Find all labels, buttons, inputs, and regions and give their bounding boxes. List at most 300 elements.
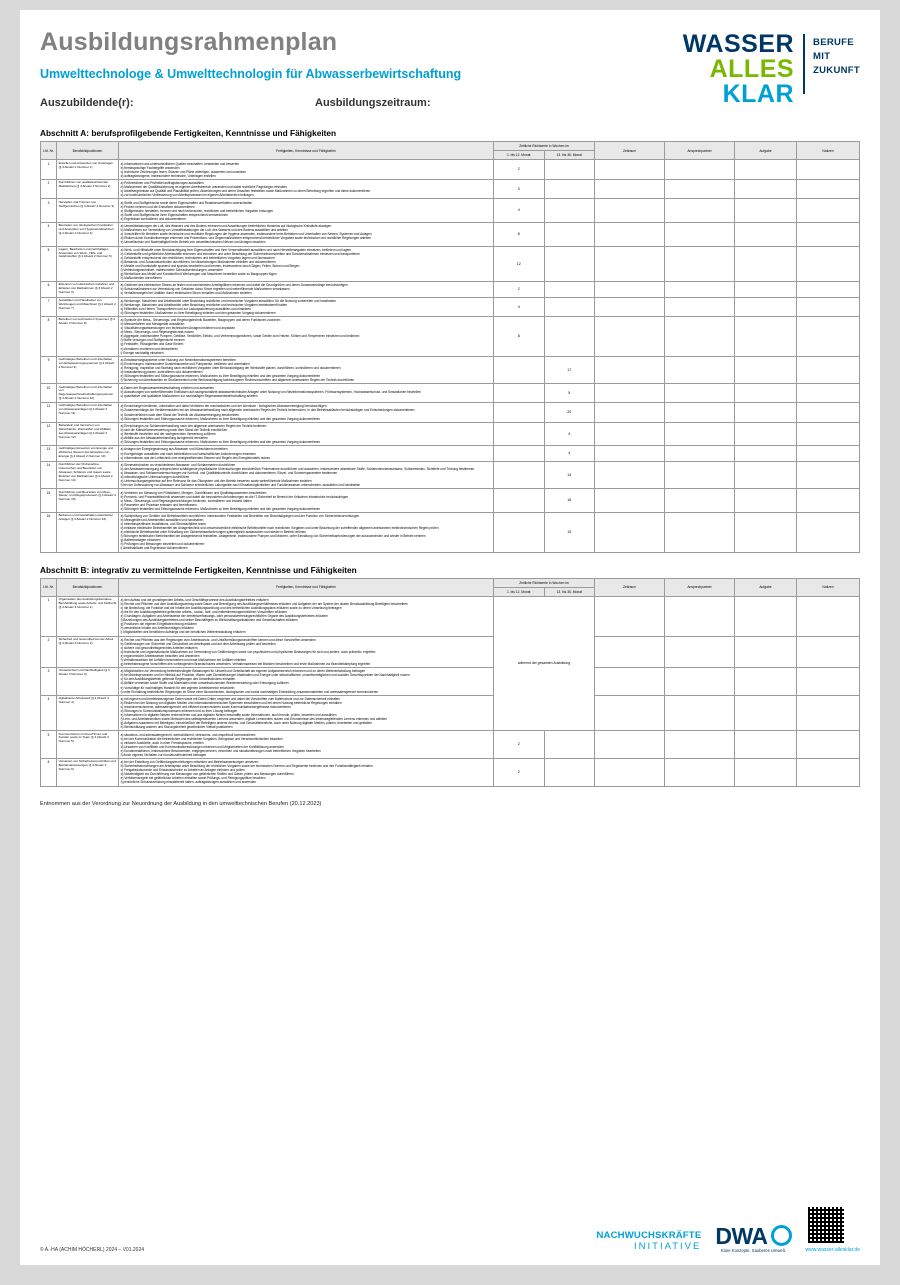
cell-ansprechpartner — [665, 179, 735, 199]
skill-item: d) Abfälle vermeiden sowie Stoffe und Materialien einer umweltschonenden Wiederverwertung oder Entsorgung zuführen — [120, 681, 289, 686]
row-position: Erkennen von elektrischen Gefahren und Einleiten von Maßnahmen (§ 4 Absatz 2 Nummer 6) — [57, 282, 119, 297]
skill-item: b) der Abwasserentsorgung entsprechend schädigende physikalische Untersuchungen einschließlich Probenahme durchführen und auswerten, insbesondere absetzbare Stoffe, Schlammtrockensubstanz, Schlammindex, Sichttiefe und Trübung bestimmen — [120, 466, 475, 471]
skill-item: d) Störungen feststellen und Störungsursache erkennen, Maßnahmen zu ihrer Beseitigung einleiten und den gesamten Vorgang dokumentieren — [120, 416, 321, 421]
row-skills — [119, 222, 494, 246]
skill-item: e) Ergebnisse kontrollieren und dokumentieren — [120, 216, 186, 221]
skill-item: a) Werkzeuge, Maschinen und Arbeitsmittel unter Beachtung rechtlicher und technischer Vorgaben auswählen, für die Nutzung vorbereiten und handhaben — [120, 298, 336, 303]
field-period-label: Ausbildungszeitraum: — [315, 97, 431, 109]
skill-item: c) quantitative und qualitative Maßnahmen zur nachhaltigen Regenwasserbewirtschaftung anleiten — [120, 393, 258, 398]
weeks-1-12: 4 — [494, 297, 545, 317]
skill-item: a) bei der Erstellung von Gefährdungsbeurteilungen mitwirken und Betriebsanweisungen umsetzen — [120, 760, 259, 765]
skill-item: g) Werkstücke aus Metall und Kunststoff mit Werkzeugen und Maschinen herstellen sowie zu Baugruppen fügen — [120, 271, 277, 276]
row-position: Lagern, Bearbeiten und nachhaltiges Anwenden von Werk-, Hilfs- und Gefahrstoffen (§ 4 Absatz 2 Nummer 5) — [57, 246, 119, 282]
col-zeitraum: Zeitraum — [595, 142, 665, 160]
section-b-caption: Abschnitt B: integrativ zu vermittelnde Fertigkeiten, Kenntnisse und Fähigkeiten — [40, 564, 357, 575]
cell-aufgabe — [735, 636, 797, 668]
table-row — [41, 246, 860, 282]
cell-aufgabe — [735, 489, 797, 513]
cell-zeitraum — [595, 512, 665, 552]
cell-notizen — [797, 179, 860, 199]
weeks-13-36 — [544, 199, 595, 223]
row-position: Bedienen und Instandhalten elektrischer Anlagen (§ 4 Absatz 2 Nummer 16) — [57, 512, 119, 552]
cell-notizen — [797, 422, 860, 446]
cell-notizen — [797, 461, 860, 489]
row-skills — [119, 422, 494, 446]
skill-item: a) Möglichkeiten zur Vermeidung betriebsbedingter Belastungen für Umwelt und Gesellschaft am eigenen Aufgabenbereich erkennen und zu deren Weiterentwicklung beitragen — [120, 669, 366, 674]
table-row — [41, 160, 860, 180]
skill-item: b) Rechte und Pflichten aus dem Ausbildungsvertrag sowie Dauer und Beendigung des Ausbildungsverhältnisses erläutern und Aufgaben der am System der dualen Berufsausbildung Beteiligten beschreiben — [120, 602, 408, 607]
skill-item: b) fremdsprachige Fachbegriffe anwenden — [120, 165, 180, 170]
skill-item: g) Feststoffe, Flüssigkeiten und Gase fördern — [120, 342, 184, 347]
row-skills — [119, 246, 494, 282]
weeks-13-36 — [544, 222, 595, 246]
skill-item: a) Prüfverfahren und Prüfmittel auftragsbezogen auswählen — [120, 181, 204, 186]
skill-item: a) Sichtprüfung von Geräten und Betriebsmitteln durchführen, insbesondere Feststellen und Beurteilen von Beschädigungen und der Funktion von Sicherheitsvorrichtungen — [120, 514, 360, 519]
cell-aufgabe — [735, 668, 797, 696]
row-skills — [119, 695, 494, 731]
cell-notizen — [797, 356, 860, 384]
cell-ansprechpartner — [665, 246, 735, 282]
weeks-13-36 — [544, 297, 595, 317]
skill-item: c) Reinigung, Inspektion und Wartung nach rechtlichen Vorgaben unter Berücksichtigung der Werkstoffe planen, durchführen, kontrollieren und dokumentieren — [120, 366, 341, 370]
weeks-13-36: 19 — [544, 512, 595, 552]
dwa-tagline: Klare Konzepte. Sauberes Umwelt. — [720, 1248, 787, 1253]
row-number: 1 — [41, 596, 57, 636]
cell-aufgabe — [735, 179, 797, 199]
row-number: 3 — [41, 199, 57, 223]
row-position: Durchführen und Beurteilen von Mess-, Steuer- und Regelprozessen (§ 4 Absatz 2 Nummer 15) — [57, 489, 119, 513]
skill-item: h) Maßkontrollen durchführen — [120, 275, 162, 280]
cell-zeitraum — [595, 222, 665, 246]
cell-notizen — [797, 512, 860, 552]
skill-item: b) bei der Kommunikation die betrieblichen und rechtlichen Vorgaben, Befugnisse und Verantwortlichkeiten beachten — [120, 736, 283, 741]
weeks-13-36: 4 — [544, 422, 595, 446]
skill-item: a) Sinneseindrucken an verschiedenen Abwasser- und Schlammarten durchführen — [120, 462, 236, 467]
skill-item: c) Informationen aus der Leittechnik zum energieeffizienten Steuern und Regeln des Energiebedarfs nutzen — [120, 455, 271, 460]
col-ansprechpartner: Ansprechpartner — [665, 142, 735, 160]
skill-item: g) Aufgaben zusammen mit Beteiligten, einschließlich der Beteiligten anderer Arbeits- und Geschäftsbereiche, auch unter Nutzung digitaler Medien, planen, bearbeiten und gestalten — [120, 721, 372, 726]
col-aufgabe: Aufgabe — [735, 578, 797, 596]
weeks-1-12: 2 — [494, 731, 545, 759]
col-ansprechpartner: Ansprechpartner — [665, 578, 735, 596]
skill-item: d) einfache elektrische Betriebsmittel der Anlagentechnik und ortsveränderliche elektrische Betriebsmittel nach rechtlichen Vorgaben und unter Beachtung der zutreffenden allgemein anerkannten elektrotechnischen Regeln prüfen — [120, 526, 439, 531]
skill-item: c) Arbeitsergebnisse auf Qualität und Plausibilität prüfen, Abweichungen und deren Ursachen feststellen sowie Maßnahmen zu deren Behebung ergreifen und diese dokumentieren — [120, 189, 371, 194]
row-number: 12 — [41, 422, 57, 446]
row-skills — [119, 512, 494, 552]
cell-aufgabe — [735, 317, 797, 357]
skill-item: b) Maßnahmen zur Vermeidung von Umweltbelastungen der Luft, des Wassers und des Bodens auswählen und anleiten — [120, 228, 288, 233]
skill-item: c) Mess-, Steuerungs- und Regelungseinrichtungen bedienen, kontrollieren und instand halten — [120, 498, 252, 503]
skill-item: b) Gefährdungen von Sicherheit und Gesundheit am Arbeitsplatz und auf dem Arbeitsweg prüfen und beurteilen — [120, 641, 276, 646]
skill-item: b) Messgeräte und Arbeitsmittel auswählen und handhaben — [120, 518, 204, 523]
col-month-1-12: 1. bis 12. Monat — [494, 587, 545, 596]
cell-aufgabe — [735, 222, 797, 246]
weeks-1-12: 2 — [494, 758, 545, 786]
cell-ansprechpartner — [665, 446, 735, 461]
weeks-13-36: 20 — [544, 403, 595, 423]
skill-item: b) Zusammenhänge der Verfahrensstufen bei der Abwasserbehandlung nach allgemein anerkannter Regeln der Technik beherrschen, in den Betriebsabläufen berücksichtigen und Entscheidungen dokumentieren — [120, 408, 415, 413]
row-skills — [119, 403, 494, 423]
col-nr: Lfd. Nr. — [41, 578, 57, 596]
skill-item: d) Ursachen von Konflikten und Kommunikationsstörungen erkennen und Möglichkeiten der Konfliktlösung anwenden — [120, 744, 284, 749]
weeks-1-12 — [494, 489, 545, 513]
skill-item: a) Einrichtungen bedienen, unterhalten und dabei Verfahren der mechanischen und der chemisch - biologischen Abwasserreinigung berücksichtigen — [120, 404, 327, 409]
skill-item: d) Bestands- und Zustandskontrollen durchführen, bei Abweichungen Maßnahmen einleiten und dokumentieren — [120, 259, 276, 264]
skill-item: b) Schutzmaßnahmen zur Vermeidung von Gefahren durch Strom ergreifen und weiterführende Maßnahmen veranlassen — [120, 287, 290, 292]
cell-ansprechpartner — [665, 317, 735, 357]
skill-item: b) Energieträger auswählen und nach betrieblichen und wirtschaftlichen Anforderungen einsetzen — [120, 451, 256, 456]
col-aufgabe: Aufgabe — [735, 142, 797, 160]
cell-ansprechpartner — [665, 199, 735, 223]
skill-item: f) persönliche Schutzausrüstung einsatzbereit halten, auftragsbezogen auswählen und anwenden — [120, 780, 257, 785]
skill-item: a) Stoffe und Stoffgemische sowie deren Eigenschaften und Reaktionsverhalten unterscheiden — [120, 200, 253, 205]
cell-zeitraum — [595, 596, 665, 636]
document-page — [20, 10, 880, 1265]
col-pos: Berufsbildpositionen — [57, 578, 119, 596]
cell-aufgabe — [735, 512, 797, 552]
table-row — [41, 695, 860, 731]
cell-zeitraum — [595, 282, 665, 297]
cell-zeitraum — [595, 446, 665, 461]
skill-item: d) Notwendigkeit zur Durchführung von Messungen von gefährlichen Stoffen und Gasen prüfen und Messungen durchführen — [120, 772, 294, 777]
skill-item: c) für den Ausbildungsbetrieb geltende Regelungen des Umweltschutzes einhalten — [120, 677, 236, 682]
table-row — [41, 384, 860, 403]
skill-item: c) betriebsspezifische Installations- und Stromlaufpläne lesen — [120, 522, 206, 527]
cell-aufgabe — [735, 384, 797, 403]
skill-item: d) Risiken durch Krankheitserreger erkennen und Präventions- und Gegenmaßnahmen entsprechend betrieblicher Vorgaben sowie technischer und rechtlicher Regelungen anleiten — [120, 236, 371, 241]
page-title: Ausbildungsrahmenplan — [40, 28, 338, 56]
col-time-group: Zeitliche Richtwerte in Wochen im — [494, 142, 595, 151]
cell-aufgabe — [735, 461, 797, 489]
cell-zeitraum — [595, 297, 665, 317]
weeks-1-12 — [494, 446, 545, 461]
cell-ansprechpartner — [665, 695, 735, 731]
skill-item: c) Stoffgemische herstellen, trennen und nach technischen, rechtlichen und betrieblichen Vorgaben entsorgen — [120, 208, 274, 213]
skill-item: f) Sicherung von Arbeitsstellen im Straßenbereich unter Berücksichtigung fachbezogener Rechtsvorschriften und allgemein anerkannter Regeln der Technik durchführen — [120, 378, 355, 383]
cell-ansprechpartner — [665, 422, 735, 446]
cell-aufgabe — [735, 446, 797, 461]
table-row — [41, 179, 860, 199]
weeks-1-12 — [494, 512, 545, 552]
skill-item: f) durch eigenes Verhalten zur Kundenzufriedenheit beitragen — [120, 752, 207, 757]
weeks-1-12: 8 — [494, 222, 545, 246]
weeks-13-36: 5 — [544, 384, 595, 403]
skill-item: d) mikrobiologische Untersuchungen durchführen — [120, 475, 190, 480]
cell-zeitraum — [595, 758, 665, 786]
row-number: 14 — [41, 461, 57, 489]
cell-notizen — [797, 731, 860, 759]
weeks-13-36: 14 — [544, 461, 595, 489]
skill-item: f) Verbindungstechniken, insbesondere Schraubverbindungen, anwenden — [120, 267, 223, 272]
cell-aufgabe — [735, 246, 797, 282]
skill-item: a) situations- und adressatengerecht, wertschätzend, vertrauens- und respektvoll kommunizieren — [120, 732, 256, 737]
skill-item: e) Störungen feststellen und Störungsursache erkennen, Maßnahmen zu ihrer Beseitigung einleiten und den gesamten Vorgang dokumentieren — [120, 374, 321, 379]
logo-word-klar: KLAR — [722, 80, 795, 108]
row-number: 8 — [41, 317, 57, 357]
skill-item: a) Symbole der Mess-, Steuerungs- und Regelungstechnik Bauteilen, Baugruppen und deren Funktionen zuordnen — [120, 318, 281, 323]
cell-zeitraum — [595, 160, 665, 180]
weeks-1-12 — [494, 384, 545, 403]
skill-item: b) Maßnahmen der Qualitätssicherung im eigenen Arbeitsbereich anwenden und dabei rechtliche Regelungen einhalten — [120, 185, 287, 190]
table-row — [41, 297, 860, 317]
row-skills — [119, 636, 494, 668]
skill-item: b) sich die Klärschlammverwertung nach dem Stand der Technik erschließen — [120, 427, 228, 432]
cell-zeitraum — [595, 461, 665, 489]
cell-aufgabe — [735, 297, 797, 317]
skill-item: b) Auswirkungen von weiterführenden Einflüssen auf nachgeschaltete abwassertechnische Anlagen unter Nutzung von Netzinformationssystemen, Frühwarnsystemen, Hochwasserschutz- und Simulationen beurteilen — [120, 389, 421, 394]
skill-item: c) Verhaltensregeln bei Unfällen durch elektrischen Strom einhalten und Maßnahmen einleiten — [120, 291, 252, 296]
skill-item: e) Störungen feststellen und Störungsursache erkennen, Maßnahmen zu ihrer Beseitigung einleiten und den gesamten Vorgang dokumentieren — [120, 506, 321, 511]
skill-item: e) Störungen feststellen und Störungsursache erkennen, Maßnahmen zu ihrer Beseitigung einleiten und den gesamten Vorgang dokumentieren — [120, 440, 321, 445]
cell-notizen — [797, 758, 860, 786]
row-position: Beurteilen von ökologischen Kreisläufen und Anwenden von Hygienemaßnahmen (§ 4 Absatz 2 Nummer 4) — [57, 222, 119, 246]
skill-item: f) bei der Untersuchung von Abwasser und Schlamm erforderlichen Laborgeräte nach Einsatzmöglichkeiten und Funktionsweisen unterscheiden, auswählen und handhaben — [120, 483, 361, 488]
dwa-ring-icon — [771, 1225, 792, 1246]
cell-notizen — [797, 695, 860, 731]
cell-aufgabe — [735, 282, 797, 297]
skill-item: c) die Bedeutung, die Funktion und die Inhalte der Ausbildungsordnung und des betrieblichen Ausbildungsplans erläutern sowie zu deren Umsetzung beitragen — [120, 606, 342, 611]
row-number: 6 — [41, 758, 57, 786]
nki-line-2: INITIATIVE — [634, 1241, 702, 1253]
logo-word-wasser: WASSER — [682, 30, 795, 58]
skill-item: b) Risiken bei der Nutzung von digitalen Medien und informationstechnischen Systemen einschätzen und bei deren Nutzung betriebliche Regelungen einhalten — [120, 700, 342, 705]
row-position: Auswählen und Handhaben von Werkzeugen und Maschinen (§ 4 Absatz 2 Nummer 7) — [57, 297, 119, 317]
skill-item: i) Energie nachhaltig einsetzen — [120, 350, 164, 355]
table-row — [41, 461, 860, 489]
skill-item: f) Beziehungen des Ausbildungsbetriebes und seiner Beschäftigten zu Wirtschaftsorganisationen und Gewerkschaften erläutern — [120, 618, 298, 623]
col-notizen: Notizen — [797, 142, 860, 160]
qr-code-block[interactable] — [806, 1205, 860, 1253]
cell-notizen — [797, 668, 860, 696]
table-row — [41, 356, 860, 384]
skill-item: e) ergonomische Arbeitsweisen beachten und anwenden — [120, 653, 200, 658]
row-number: 2 — [41, 179, 57, 199]
field-trainee-label: Auszubildende(r): — [40, 97, 134, 109]
table-row — [41, 282, 860, 297]
weeks-1-12 — [494, 403, 545, 423]
table-row — [41, 317, 860, 357]
col-zeitraum: Zeitraum — [595, 578, 665, 596]
weeks-1-12: 3 — [494, 179, 545, 199]
cell-ansprechpartner — [665, 512, 735, 552]
cell-notizen — [797, 317, 860, 357]
cell-notizen — [797, 160, 860, 180]
cell-zeitraum — [595, 695, 665, 731]
skill-item: e) Aggregate, insbesondere Pumpen, Gebläse, Verdichter, Elektro- und Verbrennungsmotoren, sowie Geräte zum Heizen, Kühlen und Temperieren einsetzen und bedienen — [120, 334, 360, 339]
skill-item: c) Vorschriften für Betreiber sowie technische und rechtliche Regelungen der Hygiene anwenden, insbesondere beim Betrieben und Unterhalten von Netzen, Systemen und Anlagen — [120, 232, 372, 237]
cell-ansprechpartner — [665, 160, 735, 180]
col-pos: Berufsbildpositionen — [57, 142, 119, 160]
cell-ansprechpartner — [665, 222, 735, 246]
row-skills — [119, 668, 494, 696]
cell-notizen — [797, 636, 860, 668]
cell-ansprechpartner — [665, 636, 735, 668]
cell-ansprechpartner — [665, 489, 735, 513]
skill-item: c) ressourcenschonend, adressatengerecht und effizient kommunizieren sowie Kommunikationsergebnisse dokumentieren — [120, 705, 291, 709]
cell-zeitraum — [595, 356, 665, 384]
skill-item: c) einfache Auskünfte, auch in einer Fremdsprache, erteilen — [120, 740, 204, 745]
qr-code-icon[interactable] — [806, 1205, 846, 1245]
skill-item: e) Metalle und Kunststoffe spanend und spanlos bearbeiten und trennen, insbesondere durch Sägen, Feilen, Bohren und Biegen — [120, 263, 300, 268]
skill-item: a) Gefahren des elektrischen Stroms an festen und wechselnden Arbeitsplätzen erkennen und dabei die Grundgrößen und deren Zusammenhänge berücksichtigen — [120, 283, 348, 288]
row-skills — [119, 758, 494, 786]
row-number: 1 — [41, 160, 57, 180]
skill-item: a) Einrichtungen zur Schlammbehandlung nach den allgemein anerkannter Regeln der Technik bedienen — [120, 423, 267, 428]
skill-item: a) Werk- und Hilfsstoffe unter Berücksichtigung ihrer Eigenschaften und ihrer Verwendbarkeit auswählen und nach Herstellerangaben einsetzen, befördern und lagern — [120, 247, 352, 252]
skill-item: b) Einrichtungen, insbesondere Sonderbauwerke und Pumpwerke, bedienen und unterhalten — [120, 361, 250, 366]
logo-tagline-2: MIT — [813, 50, 831, 62]
skill-item: a) Informationen aus unterschiedlichen Quellen beschaffen, bearbeiten und bewerten — [120, 161, 240, 166]
row-skills — [119, 489, 494, 513]
skill-item: c) Wertstoffe beurteilen und der sachgerechten Verwertung zuführen — [120, 432, 216, 436]
cell-zeitraum — [595, 668, 665, 696]
skill-item: f) Störungen elektrischer Betriebsmittel der Anlagentechnik feststellen, Anlagenteile, insbesondere Pumpen und Motoren, unter Einhaltung von Sicherheitsanforderungen der auszuwechseln und wieder in Betrieb nehmen — [120, 534, 426, 539]
row-skills — [119, 446, 494, 461]
weeks-1-12 — [494, 422, 545, 446]
section-a-caption: Abschnitt A: berufsprofilgebende Fertigkeiten, Kenntnisse und Fähigkeiten — [40, 128, 337, 138]
cell-notizen — [797, 489, 860, 513]
cell-aufgabe — [735, 403, 797, 423]
row-skills — [119, 596, 494, 636]
skill-item: e) Umweltschutz und Nachhaltigkeit beim Betrieb von umwelttechnischen Netzen und Anlagen beachten — [120, 240, 266, 245]
skill-item: a) Rechte und Pflichten aus den Regelungen zum Arbeitsschutz- und Unfallverhütungsvorschriften kennen und diese Vorschriften anwenden — [120, 637, 316, 642]
logo-tagline — [813, 32, 860, 77]
skill-item: h) Armaturen montieren und demontieren — [120, 346, 179, 351]
logo-word-alles: ALLES — [709, 55, 795, 83]
col-month-13-36: 13. bis 36. Monat — [544, 587, 595, 596]
row-number: 2 — [41, 636, 57, 668]
row-position: digitalisierte Arbeitswelt (§ 4 Absatz 3 Nummer 4) — [57, 695, 119, 731]
row-number: 7 — [41, 297, 57, 317]
cell-ansprechpartner — [665, 461, 735, 489]
website-url[interactable]: www.wasser-allesklar.de — [805, 1247, 860, 1253]
cell-zeitraum — [595, 731, 665, 759]
row-position: Sicherheit und Gesundheit bei der Arbeit (§ 4 Absatz 3 Nummer 2) — [57, 636, 119, 668]
table-row — [41, 512, 860, 552]
row-position: Behandeln und Verwerten von Klärschlamm, Wertstoffen und Abfällen aus Abwasseranlagen (§ 4 Absatz 2 Nummer 12) — [57, 422, 119, 446]
dwa-logo — [715, 1223, 791, 1253]
skill-item: d) Mess-, Steuerungs- und Regelungstechnik nutzen — [120, 330, 194, 335]
skill-item: a) mit eigenen und betriebsbezogenen Daten sowie mit Daten Dritter umgehen und dabei die Vorschriften zum Datenschutz und zur Datensicherheit einhalten — [120, 696, 341, 701]
skill-item: e) elektrische Betriebsmittel unter Einhaltung von Sicherheitsanforderungen systemgleich austauschen und wieder in Betrieb nehmen — [120, 530, 306, 535]
skill-item: d) zur kontinuierlichen Verbesserung von Arbeitsprozessen im eigenen Arbeitsbereich beitragen — [120, 193, 254, 198]
cell-aufgabe — [735, 596, 797, 636]
skill-item: h) wesentliche Inhalte von Arbeitsverträgen erläutern — [120, 626, 194, 631]
skill-item: a) Entwässerungssysteme unter Nutzung von Netzinformationssystemen betreiben — [120, 357, 236, 362]
row-position: nachhaltiges Einsetzen von Energie und effizientes Steuern des Einsatzes von Energie (§ 4 Absatz 2 Nummer 13) — [57, 446, 119, 461]
table-row — [41, 422, 860, 446]
skill-item: d) Störungen in Kommunikationsprozessen erkennen und zu ihrer Lösung beitragen — [120, 709, 238, 714]
logo-divider — [803, 34, 805, 94]
copyright: © A.-HA (ACHIM HÖCHERL) 2024 – V01.2024 — [40, 1247, 145, 1253]
skill-item: e) Verfahrensregeln bei gefährlichen Arbeiten einhalten sowie Prüfungs- und Reinigungsplätze beachten — [120, 776, 266, 781]
table-row — [41, 731, 860, 759]
row-position: Umsetzen von Sicherheitsvorschriften und Betriebsanweisungen (§ 4 Absatz 3 Nummer 6) — [57, 758, 119, 786]
skill-item: g) Batterieanlagen einsetzen — [120, 538, 161, 543]
cell-zeitraum — [595, 384, 665, 403]
footer-logos — [597, 1205, 861, 1253]
cell-ansprechpartner — [665, 668, 735, 696]
skill-item: b) Fernverk- und Prozessleittechnik anwenden und dabei die besonderen Anforderungen an die IT-Sicherheit im Bereich der Kritischen Infrastruktur berücksichtigen — [120, 494, 349, 499]
skill-item: f) unter Einhaltung betrieblicher Regelungen im Sinne einer ökonomischen, ökologischen und sozial nachhaltigen Entwicklung zusammenarbeiten und adressatengerecht kommunizieren — [120, 689, 379, 694]
row-number: 10 — [41, 384, 57, 403]
table-row — [41, 446, 860, 461]
skill-item: f) Stoffe versorgen und Stoffgemische trennen — [120, 338, 185, 343]
cell-ansprechpartner — [665, 282, 735, 297]
dwa-wordmark: DWA — [715, 1223, 768, 1249]
col-month-1-12: 1. bis 12. Monat — [494, 151, 545, 160]
weeks-13-36: 4 — [544, 446, 595, 461]
cell-ansprechpartner — [665, 758, 735, 786]
table-header-row — [41, 578, 860, 587]
skill-item: d) Instandsetzung planen, kontrollieren und dokumentieren — [120, 370, 203, 375]
row-skills — [119, 179, 494, 199]
row-skills — [119, 297, 494, 317]
skill-item: c) sichere und gesundheitsgerechtes Arbeiten erläutern — [120, 645, 198, 650]
row-number: 9 — [41, 356, 57, 384]
cell-zeitraum — [595, 179, 665, 199]
skill-item: e) Informationen in digitalen Netzen recherchieren und aus digitalen Netzen beschaffte sowie Informationen, auch fremde, prüfen, bewerten und auswählen — [120, 713, 337, 718]
row-position: nachhaltiges Betreiben und Unterhalten von Abwasseranlagen (§ 4 Absatz 2 Nummer 11) — [57, 403, 119, 423]
cell-notizen — [797, 384, 860, 403]
skill-item: h) Wertschätzung anderer und Storungsfreiheit gewöhnlicher Vielfalt praktizieren — [120, 725, 233, 730]
row-position: Herstellen und Trennen von Stoffgemischen (§ 4 Absatz 2 Nummer 3) — [57, 199, 119, 223]
table-row — [41, 489, 860, 513]
page-subtitle: Umwelttechnologe & Umwelttechnologin für Abwasserbewirtschaftung — [40, 67, 462, 81]
row-number: 5 — [41, 731, 57, 759]
cell-zeitraum — [595, 489, 665, 513]
skill-item: i) Arbeitsabläufe und Ergebnisse dokumentieren — [120, 546, 188, 551]
weeks-13-36 — [544, 179, 595, 199]
cell-zeitraum — [595, 422, 665, 446]
nki-line-1: NACHWUCHSKRÄFTE — [596, 1230, 702, 1242]
row-number: 5 — [41, 246, 57, 282]
row-number: 13 — [41, 446, 57, 461]
logo-tagline-1: BERUFE — [813, 37, 854, 48]
cell-ansprechpartner — [665, 356, 735, 384]
skill-item: c) Gefahrstoffe entsprechend den rechtlichen, technischen und betrieblichen Vorgaben lagern und überwachen — [120, 255, 275, 260]
skill-item: f) Verhaltensweisen bei Unfällen beschreiben und erste Maßnahmen bei Unfällen einleiten — [120, 657, 246, 662]
cell-notizen — [797, 596, 860, 636]
cell-aufgabe — [735, 731, 797, 759]
cell-ansprechpartner — [665, 403, 735, 423]
skill-item: e) Untersuchungsergebnisse auf ihre Relevanz für das Ökosystem und den Betrieb bewerten sowie weiterführende Maßnahmen einleiten — [120, 479, 312, 484]
skill-item: e) Vorschläge für nachhaltiges Handeln für den eigenen Arbeitsbereich entwickeln — [120, 685, 235, 690]
skill-item: i) Möglichkeiten des beruflichen Aufstiegs und der beruflichen Weiterentwicklung erläutern — [120, 630, 246, 635]
table-row — [41, 403, 860, 423]
cell-ansprechpartner — [665, 596, 735, 636]
weeks-1-12 — [494, 461, 545, 489]
cell-notizen — [797, 199, 860, 223]
skill-item: a) den Aufbau und die grundlegenden Arbeits- und Geschäftsprozesse des Ausbildungsbetriebes erläutern — [120, 598, 269, 603]
cell-zeitraum — [595, 246, 665, 282]
skill-item: a) Anlagen der Energiegewinnung aus Abwasser und Klärschlamm betreiben — [120, 447, 228, 452]
cell-ansprechpartner — [665, 297, 735, 317]
skill-item: c) Visualisierungsanwendungen von technischen Anlagen bedienen und anpassen — [120, 326, 236, 331]
row-position: Betreiben von technischen Systemen (§ 4 Absatz 2 Nummer 8) — [57, 317, 119, 357]
weeks-13-36 — [544, 758, 595, 786]
skill-item: d) Stoffe und Stoffgemische ihren Eigenschaften entsprechend kennzeichnen — [120, 212, 229, 217]
skill-item: d) Parameter und Prozesse erfassen und beeinflussen — [120, 502, 197, 507]
weeks-13-36 — [544, 246, 595, 282]
skill-item: c) Abwasser- und Schlammuntersuchungen zur Kontroll- und Qualitätskontrolle durchführen und dokumentieren, Einzel- und Summenparameter bestimmen — [120, 471, 338, 475]
wasser-alles-klar-logo — [683, 32, 860, 107]
skill-item: a) Verfahren zur Messung von Füllständen, Mengen, Durchflüssen und Qualitätsparametern beschreiben — [120, 490, 267, 495]
row-number: 3 — [41, 668, 57, 696]
skill-item: a) Umweltbelastungen der Luft, des Wassers und des Bodens erkennen und Auswirkungen betrieblichen Handelns auf ökologische Kreisläufe abwägen — [120, 224, 332, 229]
skill-item: d) Abfälle aus der Abwasserbehandlung fachgerecht verwerten — [120, 436, 208, 441]
cell-aufgabe — [735, 695, 797, 731]
